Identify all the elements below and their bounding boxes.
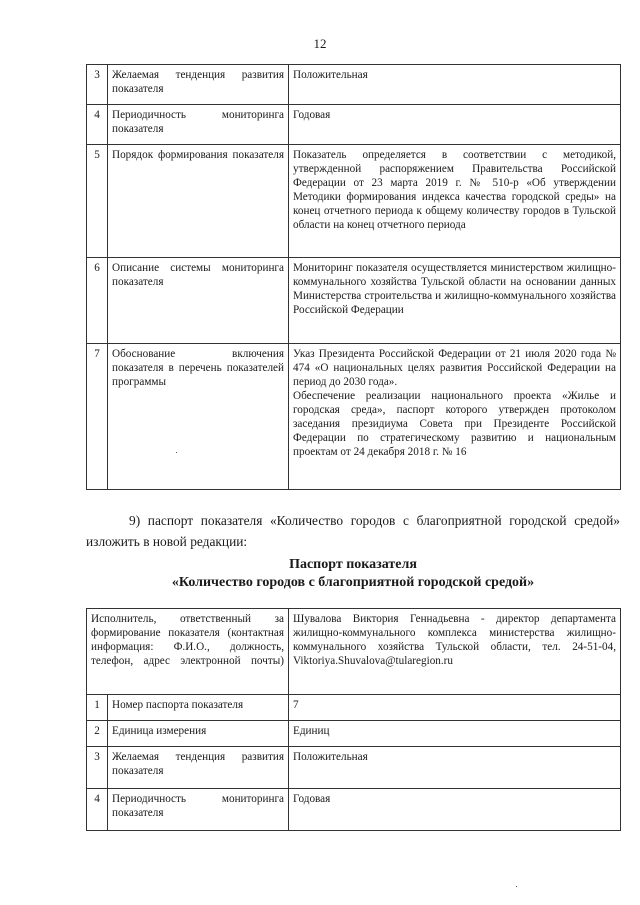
row-value	[289, 105, 621, 145]
indicator-passport-table	[86, 608, 621, 831]
scan-speck	[176, 452, 177, 453]
row-label: Обоснование включения показателя в перечень показателей программы	[108, 344, 289, 490]
row-number: 4	[87, 105, 108, 145]
row-number: 3	[87, 747, 108, 789]
row-value: Положительная	[289, 747, 621, 789]
table-row	[87, 695, 621, 721]
row-value	[289, 258, 621, 344]
row-number: 3	[87, 65, 108, 105]
table-row	[87, 789, 621, 831]
row-value-text: Годовая	[293, 109, 331, 121]
row-value-text: Показатель определяется в соответствии с методикой, утвержденной распоряжением Правительства Российской Федерации от 23 марта 2019 г. № 510-р «Об утверждении Методики формирования индекса качества городской среды» на конец отчетного периода к общему количеству городов в Тульской области на конец отчетного периода	[293, 149, 616, 231]
row-label: Желаемая тенденция развития показателя	[108, 65, 289, 105]
table-row	[87, 105, 621, 145]
row-value	[289, 65, 621, 105]
row-number: 7	[87, 344, 108, 490]
table-row	[87, 258, 621, 344]
passport-heading-title: «Количество городов с благоприятной городской средой»	[171, 575, 535, 590]
row-label: Номер паспорта показателя	[108, 695, 289, 721]
row-value-text: Положительная	[293, 69, 368, 81]
table-row	[87, 721, 621, 747]
row-label: Периодичность мониторинга показателя	[108, 105, 289, 145]
row-label: Порядок формирования показателя	[108, 145, 289, 258]
table-row	[87, 145, 621, 258]
indicator-passport-table-continued	[86, 64, 621, 490]
row-label: Периодичность мониторинга показателя	[108, 789, 289, 831]
row-value-text: Мониторинг показателя осуществляется министерством жилищно-коммунального хозяйства Тульской области на основании данных Министерства строительства и жилищно-коммунального хозяйства Российской Федерации	[293, 262, 616, 316]
row-label: Описание системы мониторинга показателя	[108, 258, 289, 344]
row-value-text: Указ Президента Российской Федерации от 21 июля 2020 года № 474 «О национальных целях развития Российской Федерации на период до 2030 года».	[293, 348, 616, 388]
row-value	[289, 344, 621, 490]
row-value: Годовая	[289, 789, 621, 831]
row-number: 4	[87, 789, 108, 831]
table-row	[87, 344, 621, 490]
amendment-paragraph: 9) паспорт показателя «Количество городов с благоприятной городской средой» изложить в новой редакции:	[86, 513, 620, 549]
table-row	[87, 747, 621, 789]
executor-value: Шувалова Виктория Геннадьевна - директор департамента жилищно-коммунального комплекса министерства жилищно-коммунального хозяйства Тульской области, тел. 24-51-04, Viktoriya.Shuvalova@tularegion.ru	[289, 609, 621, 695]
row-number: 2	[87, 721, 108, 747]
row-label: Единица измерения	[108, 721, 289, 747]
scan-speck	[516, 886, 517, 887]
row-number: 5	[87, 145, 108, 258]
row-number: 1	[87, 695, 108, 721]
row-value	[289, 145, 621, 258]
page-number: 12	[313, 36, 327, 51]
table-row	[87, 65, 621, 105]
row-label: Желаемая тенденция развития показателя	[108, 747, 289, 789]
row-value-text: Обеспечение реализации национального проекта «Жилье и городская среда», паспорт которого утвержден протоколом заседания президиума Совета при Президенте Российской Федерации по стратегическому развитию и национальным проектам от 24 декабря 2018 г. № 16	[293, 390, 616, 458]
passport-heading	[86, 556, 620, 592]
passport-heading-line: Паспорт показателя	[289, 557, 417, 572]
executor-label: Исполнитель, ответственный за формирование показателя (контактная информация: Ф.И.О., должность, телефон, адрес электронной почты)	[87, 609, 289, 695]
row-value: Единиц	[289, 721, 621, 747]
row-value: 7	[289, 695, 621, 721]
table-row	[87, 609, 621, 695]
row-number: 6	[87, 258, 108, 344]
